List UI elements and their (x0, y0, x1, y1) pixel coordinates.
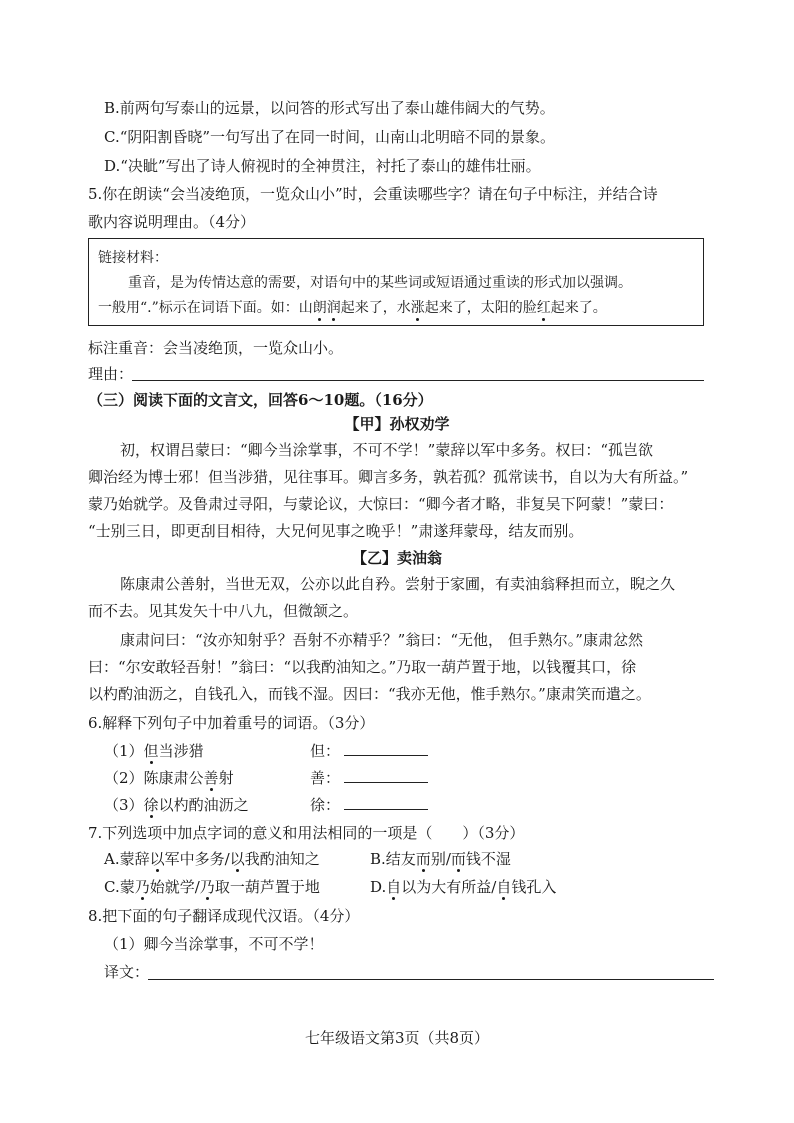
link-material-line2: 一般用“.”标示在词语下面。如：山朗润起来了，水涨起来了，太阳的脸红起来了。 (98, 300, 607, 316)
reason-answer-line[interactable] (132, 380, 704, 381)
q6-item-2: （2）陈康肃公善射 (104, 769, 234, 787)
passage-yi-line: 以杓酌油沥之，自钱孔入，而钱不湿。因曰：“我亦无他，惟手熟尔。”康肃笑而遣之。 (88, 685, 651, 703)
q8-stem: 8.把下面的句子翻译成现代汉语。（4分） (88, 907, 360, 925)
q7-option-a[interactable]: A.蒙辞以军中多务/以我酌油知之 (104, 850, 320, 868)
q4-option-c: C.“阴阳割昏晓”一句写出了在同一时间，山南山北明暗不同的景象。 (104, 128, 556, 146)
stressed-char: 红 (536, 300, 551, 316)
q4-option-d: D.“决眦”写出了诗人俯视时的全神贯注，衬托了泰山的雄伟壮丽。 (104, 157, 541, 175)
stress-mark-line: 标注重音：会当凌绝顶，一览众山小。 (88, 339, 344, 357)
q6-answer-2: 善： (310, 768, 428, 788)
stressed-char: 涨 (410, 300, 425, 316)
answer-blank[interactable] (344, 741, 428, 756)
translation-label: 译文： (104, 963, 150, 981)
passage-jia-line: “士别三日，即更刮目相待，大兄何见事之晚乎！”肃遂拜蒙母，结友而别。 (88, 522, 584, 540)
q7-option-c[interactable]: C.蒙乃始就学/乃取一葫芦置于地 (104, 878, 320, 896)
stressed-char: 朗 (312, 300, 327, 316)
stressed-char: 润 (326, 300, 341, 316)
passage-yi-line: 曰：“尔安敢轻吾射！”翁曰：“以我酌油知之。”乃取一葫芦置于地，以钱覆其口，徐 (88, 658, 637, 676)
section3-heading: （三）阅读下面的文言文，回答6～10题。（16分） (88, 391, 433, 409)
translation-answer-line[interactable] (148, 979, 714, 980)
passage-yi-line: 陈康肃公善射，当世无双，公亦以此自矜。尝射于家圃，有卖油翁释担而立，睨之久 (120, 575, 676, 593)
q5-stem-line2: 歌内容说明理由。（4分） (88, 213, 256, 231)
q6-answer-3: 徐： (310, 795, 428, 815)
q6-stem: 6.解释下列句子中加着重号的词语。（3分） (88, 714, 375, 732)
q7-option-d[interactable]: D.自以为大有所益/自钱孔入 (370, 878, 557, 896)
reason-label: 理由： (88, 365, 134, 383)
passage-jia-line: 初，权谓吕蒙曰：“卿今当涂掌事，不可不学！”蒙辞以军中多务。权曰：“孤岂欲 (120, 441, 654, 459)
q6-answer-1: 但： (310, 741, 428, 761)
q6-item-1: （1）但当涉猎 (104, 742, 204, 760)
q7-stem: 7.下列选项中加点字词的意义和用法相同的一项是（ ）（3分） (88, 824, 525, 842)
q8-item-1: （1）卿今当涂掌事，不可不学！ (104, 935, 324, 953)
q5-stem-line1: 5.你在朗读“会当凌绝顶，一览众山小”时，会重读哪些字？请在句子中标注，并结合诗 (88, 185, 658, 203)
passage-jia-line: 蒙乃始就学。及鲁肃过寻阳，与蒙论议，大惊曰：“卿今者才略，非复吴下阿蒙！”蒙曰： (88, 495, 674, 513)
link-material-line1: 重音，是为传情达意的需要，对语句中的某些词或短语通过重读的形式加以强调。 (128, 275, 632, 291)
passage-jia-line: 卿治经为博士邪！但当涉猎，见往事耳。卿言多务，孰若孤？孤常读书，自以为大有所益。” (88, 468, 689, 486)
q7-option-b[interactable]: B.结友而别/而钱不湿 (370, 850, 511, 868)
passage-yi-title: 【乙】卖油翁 (351, 549, 442, 567)
passage-yi-line: 康肃问曰：“汝亦知射乎？吾射不亦精乎？”翁曰：“无他， 但手熟尔。”康肃忿然 (120, 631, 643, 649)
q6-item-3: （3）徐以杓酌油沥之 (104, 796, 249, 814)
link-material-title: 链接材料： (98, 250, 168, 266)
passage-jia-title: 【甲】孙权劝学 (344, 415, 450, 433)
answer-blank[interactable] (344, 768, 428, 783)
q4-option-b: B.前两句写泰山的远景，以问答的形式写出了泰山雄伟阔大的气势。 (104, 99, 555, 117)
passage-yi-line: 而不去。见其发矢十中八九，但微颔之。 (88, 602, 359, 620)
page-footer: 七年级语文第3页（共8页） (304, 1029, 490, 1047)
answer-blank[interactable] (344, 795, 428, 810)
